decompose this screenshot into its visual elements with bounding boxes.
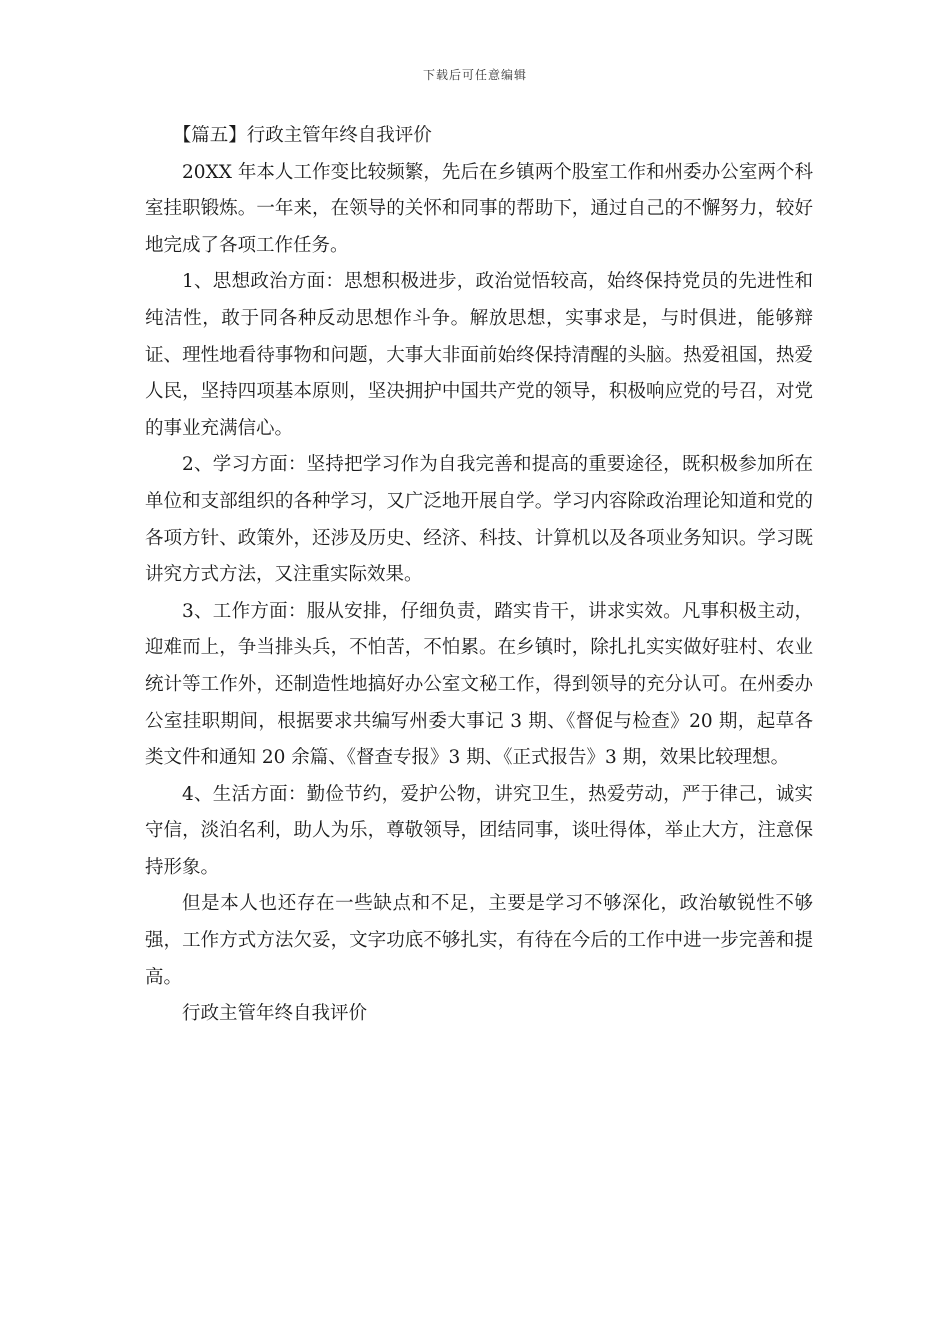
header-note: 下载后可任意编辑 <box>422 68 527 82</box>
paragraph-life: 4、生活方面：勤俭节约，爱护公物，讲究卫生，热爱劳动，严于律己，诚实守信，淡泊名利，助人为乐，尊敬领导，团结同事，谈吐得体，举止大方，注意保持形象。 <box>145 783 813 878</box>
paragraph-shortcomings: 但是本人也还存在一些缺点和不足，主要是学习不够深化，政治敏锐性不够强，工作方式方法欠妥，文字功底不够扎实，有待在今后的工作中进一步完善和提高。 <box>145 893 813 988</box>
document-title: 【篇五】行政主管年终自我评价 <box>172 125 432 146</box>
paragraph-work: 3、工作方面：服从安排，仔细负责，踏实肯干，讲求实效。凡事积极主动，迎难而上，争当排头兵，不怕苦，不怕累。在乡镇时，除扎扎实实做好驻村、农业统计等工作外，还制造性地搞好办公室文秘工作，得到领导的充分认可。在州委办公室挂职期间，根据要求共编写州委大事记 3 期、《督促与检查》20 期，起草各类文件和通知 20 余篇、《督查专报》3 期、《正式报告》3 期，效果比较理想。 <box>145 600 813 769</box>
paragraph-politics: 1、思想政治方面：思想积极进步，政治觉悟较高，始终保持党员的先进性和纯洁性，敢于同各种反动思想作斗争。解放思想，实事求是，与时俱进，能够辩证、理性地看待事物和问题，大事大非面前始终保持清醒的头脑。热爱祖国，热爱人民，坚持四项基本原则，坚决拥护中国共产党的领导，积极响应党的号召，对党的事业充满信心。 <box>145 271 813 439</box>
document-body <box>145 118 813 1033</box>
paragraph-closing-title: 行政主管年终自我评价 <box>182 1003 368 1025</box>
paragraph-study: 2、学习方面：坚持把学习作为自我完善和提高的重要途径，既积极参加所在单位和支部组织的各种学习，又广泛地开展自学。学习内容除政治理论知道和党的各项方针、政策外，还涉及历史、经济、科技、计算机以及各项业务知识。学习既讲究方式方法，又注重实际效果。 <box>145 454 813 586</box>
paragraph-intro: 20XX 年本人工作变比较频繁，先后在乡镇两个股室工作和州委办公室两个科室挂职锻炼。一年来，在领导的关怀和同事的帮助下，通过自己的不懈努力，较好地完成了各项工作任务。 <box>145 161 813 256</box>
